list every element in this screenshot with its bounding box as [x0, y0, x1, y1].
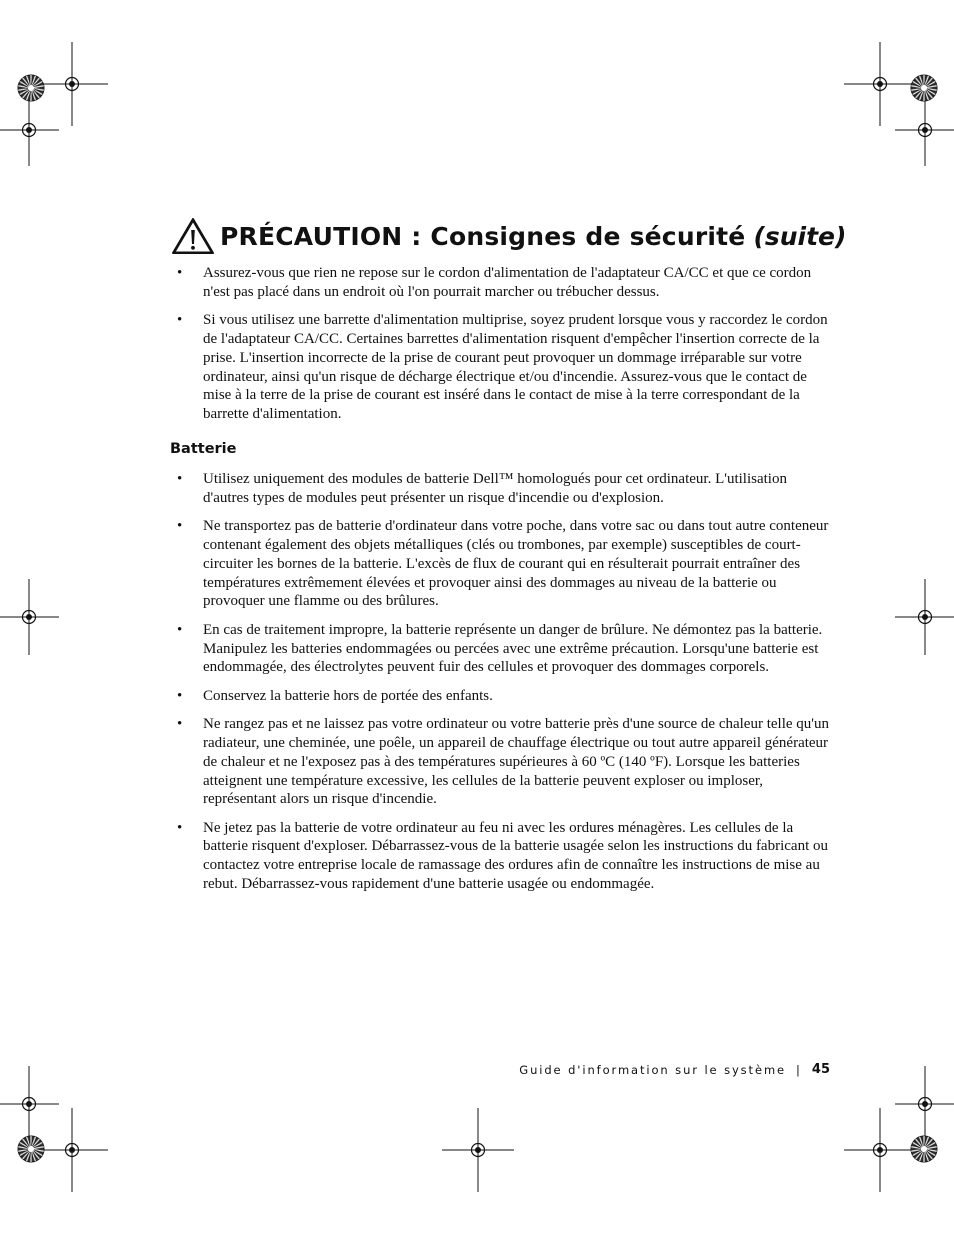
- bullet-item: [170, 715, 830, 809]
- bullet-marker: •: [177, 312, 183, 329]
- warning-triangle-icon: [170, 216, 216, 256]
- page-heading: [170, 214, 846, 258]
- footer-separator: |: [796, 1062, 800, 1077]
- registration-dot: [922, 127, 928, 133]
- bullet-item: [170, 264, 830, 302]
- page-body: [170, 264, 830, 903]
- bullet-text: Ne jetez pas la batterie de votre ordinateur au feu ni avec les ordures ménagères. Les cellules de la batterie risquent d'exploser. Débarrassez-vous de la batterie usagée selon les instructions du fabricant ou contactez votre entreprise locale de ramassage des ordures afin de connaître les instructions de mise au rebut. Débarrassez-vous rapidement d'une batterie usagée ou endommagée.: [203, 819, 828, 893]
- registration-dot: [922, 1101, 928, 1107]
- batterie-bullet-list: [170, 470, 830, 894]
- bullet-item: [170, 470, 830, 508]
- page-title-suffix: (suite): [753, 221, 847, 251]
- footer-guide-title: Guide d'information sur le système: [519, 1062, 787, 1077]
- registration-dot: [26, 1101, 32, 1107]
- starburst-center: [921, 1146, 927, 1152]
- section-heading-batterie: Batterie: [170, 440, 237, 457]
- starburst-center: [28, 1146, 34, 1152]
- bullet-item: [170, 311, 830, 424]
- intro-bullet-list: [170, 264, 830, 424]
- page-footer: [519, 1062, 830, 1077]
- bullet-marker: •: [177, 819, 183, 836]
- registration-dot: [69, 81, 75, 87]
- bullet-text: Assurez-vous que rien ne repose sur le cordon d'alimentation de l'adaptateur CA/CC et que ce cordon n'est pas placé dans un endroit où l'on pourrait marcher ou trébucher dessus.: [203, 265, 812, 300]
- bullet-text: Ne rangez pas et ne laissez pas votre ordinateur ou votre batterie près d'une source de chaleur telle qu'un radiateur, une cheminée, une poêle, un appareil de chauffage électrique ou tout autre appareil générateur de chaleur et ne l'exposez pas à des températures supérieures à 60 ºC (140 ºF). Lorsque les batteries atteignent une température excessive, les cellules de la batterie peuvent exploser ou imploser, représentant alors un risque d'incendie.: [203, 716, 829, 808]
- page-title: PRÉCAUTION : Consignes de sécurité: [220, 221, 746, 251]
- registration-dot: [877, 81, 883, 87]
- bullet-marker: •: [177, 621, 183, 638]
- bullet-text: En cas de traitement impropre, la batterie représente un danger de brûlure. Ne démontez pas la batterie. Manipulez les batteries endommagées ou percées avec une extrême précaution. Lorsqu'une batterie est endommagée, des électrolytes peuvent fuir des cellules et provoquer des dommages corporels.: [203, 621, 823, 676]
- bullet-text: Si vous utilisez une barrette d'alimentation multiprise, soyez prudent lorsque vous y raccordez le cordon de l'adaptateur CA/CC. Certaines barrettes d'alimentation risquent d'empêcher l'insertion correcte de la prise. L'insertion incorrecte de la prise de courant peut provoquer un dommage irréparable sur votre ordinateur, ainsi qu'un risque de décharge électrique et/ou d'incendie. Assurez-vous que le contact de mise à la terre de la prise de courant est inséré dans le contact de mise à la terre correspondant de la barrette d'alimentation.: [203, 312, 828, 423]
- bullet-marker: •: [177, 716, 183, 733]
- starburst-center: [28, 85, 34, 91]
- bullet-text: Ne transportez pas de batterie d'ordinateur dans votre poche, dans votre sac ou dans tout autre conteneur contenant également des objets métalliques (clés ou trombones, par exemple) susceptibles de court-circuiter les bornes de la batterie. L'excès de flux de courant qui en résulterait pourrait entraîner des températures extrêmement élevées et provoquer ainsi des dommages au niveau de la batterie ou provoquer une flamme ou des brûlures.: [203, 518, 829, 610]
- starburst-center: [921, 85, 927, 91]
- bullet-marker: •: [177, 518, 183, 535]
- registration-dot: [26, 127, 32, 133]
- registration-dot: [922, 614, 928, 620]
- bullet-item: [170, 819, 830, 894]
- bullet-item: [170, 517, 830, 611]
- page-number: 45: [811, 1062, 830, 1077]
- registration-dot: [877, 1147, 883, 1153]
- bullet-text: Conservez la batterie hors de portée des enfants.: [203, 687, 493, 704]
- registration-dot: [69, 1147, 75, 1153]
- registration-dot: [475, 1147, 481, 1153]
- bullet-item: [170, 687, 830, 706]
- bullet-marker: •: [177, 265, 183, 281]
- bullet-marker: •: [177, 687, 183, 704]
- bullet-marker: •: [177, 470, 183, 487]
- bullet-item: [170, 621, 830, 677]
- registration-dot: [26, 614, 32, 620]
- bullet-text: Utilisez uniquement des modules de batterie Dell™ homologués pour cet ordinateur. L'utilisation d'autres types de modules peut présenter un risque d'incendie ou d'explosion.: [203, 470, 787, 506]
